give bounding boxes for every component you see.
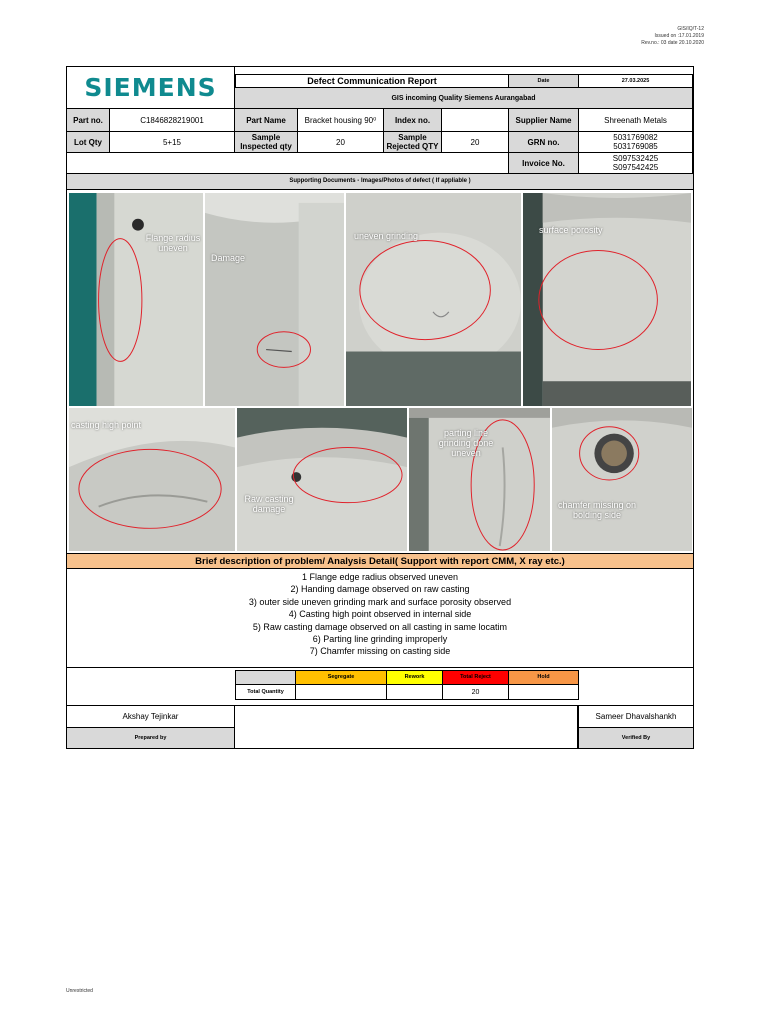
sample-rejected-label: Sample Rejected QTY	[384, 132, 442, 153]
lot-qty-label: Lot Qty	[67, 132, 110, 153]
description-body	[67, 570, 693, 668]
prepared-by-label: Prepared by	[67, 728, 235, 748]
photo-caption-3: uneven grinding	[354, 231, 419, 241]
photo-caption-7: parting line grinding done uneven	[438, 428, 494, 458]
total-reject-label: Total Reject	[443, 670, 509, 685]
sample-inspected-value: 20	[298, 132, 384, 153]
description-line-2: 2) Handing damage observed on raw casting	[290, 584, 470, 595]
photo-caption-5: casting high point	[71, 420, 142, 430]
description-line-1: 1 Flange edge radius observed uneven	[301, 572, 459, 582]
invoice-no-label: Invoice No.	[509, 153, 579, 174]
sample-rejected-value: 20	[442, 132, 509, 153]
siemens-logo	[67, 67, 235, 109]
grn-no-value	[579, 132, 693, 153]
hold-label: Hold	[509, 670, 579, 685]
description-heading: Brief description of problem/ Analysis Detail( Support with report CMM, X ray etc.)	[67, 554, 693, 569]
segregate-label: Segregate	[296, 670, 387, 685]
photo-caption-1: Flange radius uneven	[145, 233, 201, 253]
part-no-label: Part no.	[67, 109, 110, 132]
defect-photo-damage[interactable]	[204, 192, 345, 407]
total-quantity-label: Total Quantity	[235, 685, 296, 700]
disposition-corner	[235, 670, 296, 685]
report-title: Defect Communication Report	[235, 74, 509, 88]
total-reject-qty: 20	[443, 685, 509, 700]
hold-qty	[509, 685, 579, 700]
defect-photo-raw-casting-damage[interactable]	[236, 407, 408, 552]
segregate-qty	[296, 685, 387, 700]
index-no-value	[442, 109, 509, 132]
grn-no-label: GRN no.	[509, 132, 579, 153]
sample-inspected-label: Sample Inspected qty	[235, 132, 298, 153]
description-line-6: 6) Parting line grinding improperly	[312, 634, 448, 645]
blank-cell	[67, 153, 509, 174]
grn-value-2: 5031769085	[613, 142, 658, 151]
index-no-label: Index no.	[384, 109, 442, 132]
photo-grid	[67, 190, 693, 554]
rework-qty	[387, 685, 443, 700]
part-name-label: Part Name	[235, 109, 298, 132]
photo-caption-4: surface porosity	[539, 225, 603, 235]
supplier-name-value: Shreenath Metals	[579, 109, 693, 132]
photo-caption-8: chamfer missing on bolding side	[557, 500, 637, 520]
date-label: Date	[509, 74, 579, 88]
defect-photo-surface-porosity[interactable]	[522, 192, 692, 407]
invoice-no-value	[579, 153, 693, 174]
verified-by-label: Verified By	[578, 728, 693, 748]
doc-ref-line-2: Issued on :17.01.2019	[654, 33, 704, 39]
report-subtitle: GIS incoming Quality Siemens Aurangabad	[235, 88, 693, 109]
invoice-value-2: S097542425	[612, 163, 659, 172]
photo-caption-6: Raw casting damage	[244, 494, 294, 514]
part-name-value: Bracket housing 90⁰	[298, 109, 384, 132]
doc-ref-line-1: GIS/IQ/T-12	[677, 26, 704, 32]
lot-qty-value: 5+15	[110, 132, 235, 153]
doc-ref-line-3: Rev.no.: 03 date 20.10.2020	[641, 40, 704, 46]
defect-photo-parting-line[interactable]	[408, 407, 551, 552]
supplier-name-label: Supplier Name	[509, 109, 579, 132]
classification-footer: Unrestricted	[66, 988, 93, 994]
photo-caption-2: Damage	[211, 253, 246, 263]
supporting-docs-label: Supporting Documents - Images/Photos of defect ( If appliable )	[67, 174, 693, 190]
signature-blank	[235, 706, 578, 748]
date-value: 27.03.2025	[579, 74, 693, 88]
defect-photo-uneven-grinding[interactable]	[345, 192, 522, 407]
description-line-7: 7) Chamfer missing on casting side	[309, 646, 451, 657]
invoice-value-1: S097532425	[612, 154, 659, 163]
description-line-5: 5) Raw casting damage observed on all casting in same locatim	[252, 621, 508, 632]
description-line-3: 3) outer side uneven grinding mark and surface porosity observed	[248, 596, 512, 607]
grn-value-1: 5031769082	[613, 133, 658, 142]
defect-photo-casting-high-point[interactable]	[68, 407, 236, 552]
defect-photo-flange-radius[interactable]	[68, 192, 204, 407]
prepared-by-name: Akshay Tejinkar	[67, 706, 235, 728]
siemens-logo-text: SIEMENS	[84, 73, 217, 102]
part-no-value: C1846828219001	[110, 109, 235, 132]
document-reference	[641, 26, 704, 47]
defect-photo-chamfer-missing[interactable]	[551, 407, 693, 552]
rework-label: Rework	[387, 670, 443, 685]
verified-by-name: Sameer Dhavalshankh	[578, 706, 693, 728]
defect-report-sheet	[66, 66, 694, 749]
description-line-4: 4) Casting high point observed in internal side	[288, 609, 472, 620]
